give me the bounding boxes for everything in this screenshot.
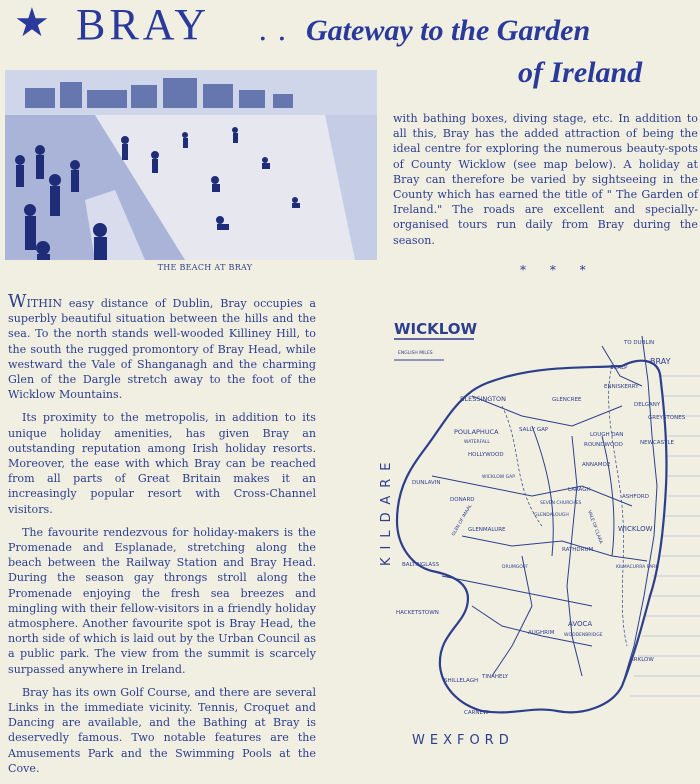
place-newcastle: NEWCASTLE bbox=[640, 440, 675, 446]
beach-photo bbox=[5, 70, 377, 260]
place-rathdrum: RATHDRUM bbox=[562, 547, 594, 553]
place-greystones: GREYSTONES bbox=[648, 415, 686, 421]
place-roundwood: ROUNDWOOD bbox=[584, 442, 623, 448]
star-icon: ★ bbox=[14, 0, 50, 46]
tagline-line-2: of Ireland bbox=[518, 56, 643, 89]
place-carnew: CARNEW bbox=[464, 710, 489, 716]
paragraph-1: WITHIN easy distance of Dublin, Bray occupies a superbly beautiful situation between the hills and the sea. To the north stands well-wooded Killiney Hill, to the south the rugged promontory of Bray Head, while westward the Vale of Shanganagh and the charming Glen of the Dargle stretch away to the foot of the Wicklow Mountains. bbox=[8, 291, 316, 402]
place-blessington: BLESSINGTON bbox=[460, 395, 506, 403]
map-county-south: WEXFORD bbox=[412, 733, 514, 748]
place-vale-of-clara: VALE OF CLARA bbox=[586, 509, 603, 545]
place-wicklow: WICKLOW bbox=[618, 525, 653, 533]
place-dunlavin: DUNLAVIN bbox=[412, 480, 441, 486]
place-woodenbridge: WOODENBRIDGE bbox=[564, 633, 603, 638]
map-title: WICKLOW bbox=[394, 320, 478, 338]
map-illustration bbox=[372, 306, 700, 750]
page-title: BRAY bbox=[76, 0, 211, 49]
beach-photo-illustration bbox=[5, 70, 377, 260]
wicklow-map bbox=[372, 306, 700, 750]
photo-caption: THE BEACH AT BRAY bbox=[157, 263, 253, 272]
place-glen-of-imaal: GLEN OF IMAAL bbox=[451, 504, 474, 537]
place-hollywood: HOLLYWOOD bbox=[468, 452, 504, 458]
place-tinahely: TINAHELY bbox=[482, 674, 509, 680]
place-baltinglass: BALTINGLASS bbox=[402, 562, 440, 568]
map-scale-label: ENGLISH MILES bbox=[398, 351, 433, 356]
place-glenmalure: GLENMALURE bbox=[468, 527, 506, 533]
place-shillelagh: SHILLELAGH bbox=[444, 678, 479, 684]
place-hacketstown: HACKETSTOWN bbox=[396, 610, 439, 616]
paragraph-2: Its proximity to the metropolis, in addition to its unique holiday amenities, has given Bray an outstanding reputation among Irish holiday resorts. Moreover, the ease with which Bray can be reached from all parts of Great Britain makes it an increasingly popular resort with Cross-Channel visitors. bbox=[8, 411, 316, 516]
place-glencree: GLENCREE bbox=[552, 397, 582, 403]
place-bray: BRAY bbox=[650, 357, 671, 366]
place-avoca: AVOCA bbox=[568, 620, 593, 628]
place-ashford: ASHFORD bbox=[622, 494, 649, 500]
section-separator: * * * bbox=[520, 263, 596, 277]
tagline-line-1: Gateway to the Garden bbox=[306, 14, 591, 47]
place-drumgoff: DRUMGOFF bbox=[502, 565, 528, 570]
place-donard: DONARD bbox=[450, 497, 475, 503]
title-separator: . . bbox=[258, 13, 287, 48]
paragraph-4: Bray has its own Golf Course, and there are several Links in the immediate vicinity. Tennis, Croquet and Dancing are available, and the Bathing at Bray is deservedly famous. Two notable features are the Amusements Park and the Swimming Pools at the Cove. bbox=[8, 685, 316, 775]
page-header bbox=[0, 0, 700, 89]
place-kilmacurra-park: KILMACURRA PARK bbox=[616, 565, 659, 570]
place-aughrim: AUGHRIM bbox=[528, 630, 555, 636]
place-arklow: ARKLOW bbox=[630, 657, 654, 663]
place-seven-churches: SEVEN CHURCHES bbox=[540, 501, 582, 506]
place-enniskerry: ENNISKERRY bbox=[604, 384, 639, 390]
place-scalp: SCALP bbox=[610, 365, 628, 371]
place-delgany: DELGANY bbox=[634, 402, 661, 408]
place-lough-dan: LOUGH DAN bbox=[590, 432, 624, 438]
place-glendalough: GLENDALOUGH bbox=[534, 513, 569, 518]
drop-cap: W bbox=[8, 291, 27, 312]
place-poulaphuca: POULAPHUCA bbox=[454, 428, 499, 436]
right-column bbox=[393, 111, 698, 256]
place-laragh: LARAGH bbox=[568, 487, 591, 493]
map-county-west: KILDARE bbox=[379, 454, 394, 566]
place-sally-gap: SALLY GAP bbox=[519, 427, 549, 433]
left-column bbox=[8, 291, 316, 784]
paragraph-3: The favourite rendezvous for holiday-makers is the Promenade and Esplanade, stretching along the beach between the Railway Station and Bray Head. During the season gay throngs stroll along the Promenade enjoying the fresh sea breezes and mingling with their fellow-visitors in a friendly holiday atmosphere. Another favourite spot is Bray Head, the north side of which is laid out by the Urban Council as a public park. The view from the summit is scarcely surpassed anywhere in Ireland. bbox=[8, 525, 316, 676]
right-paragraph: with bathing boxes, diving stage, etc. In addition to all this, Bray has the added attraction of being the ideal centre for exploring the numerous beauty-spots of County Wicklow (see map below). A holiday at Bray can therefore be varied by sightseeing in the County which has earned the title of " The Garden of Ireland." The roads are excellent and specially-organised tours run daily from Bray during the season. bbox=[393, 112, 698, 247]
place-annamoe: ANNAMOE bbox=[582, 462, 611, 468]
place-to-dublin: TO DUBLIN bbox=[624, 340, 655, 346]
place-waterfall: WATERFALL bbox=[464, 440, 490, 445]
place-wicklow-gap: WICKLOW GAP bbox=[482, 475, 515, 480]
